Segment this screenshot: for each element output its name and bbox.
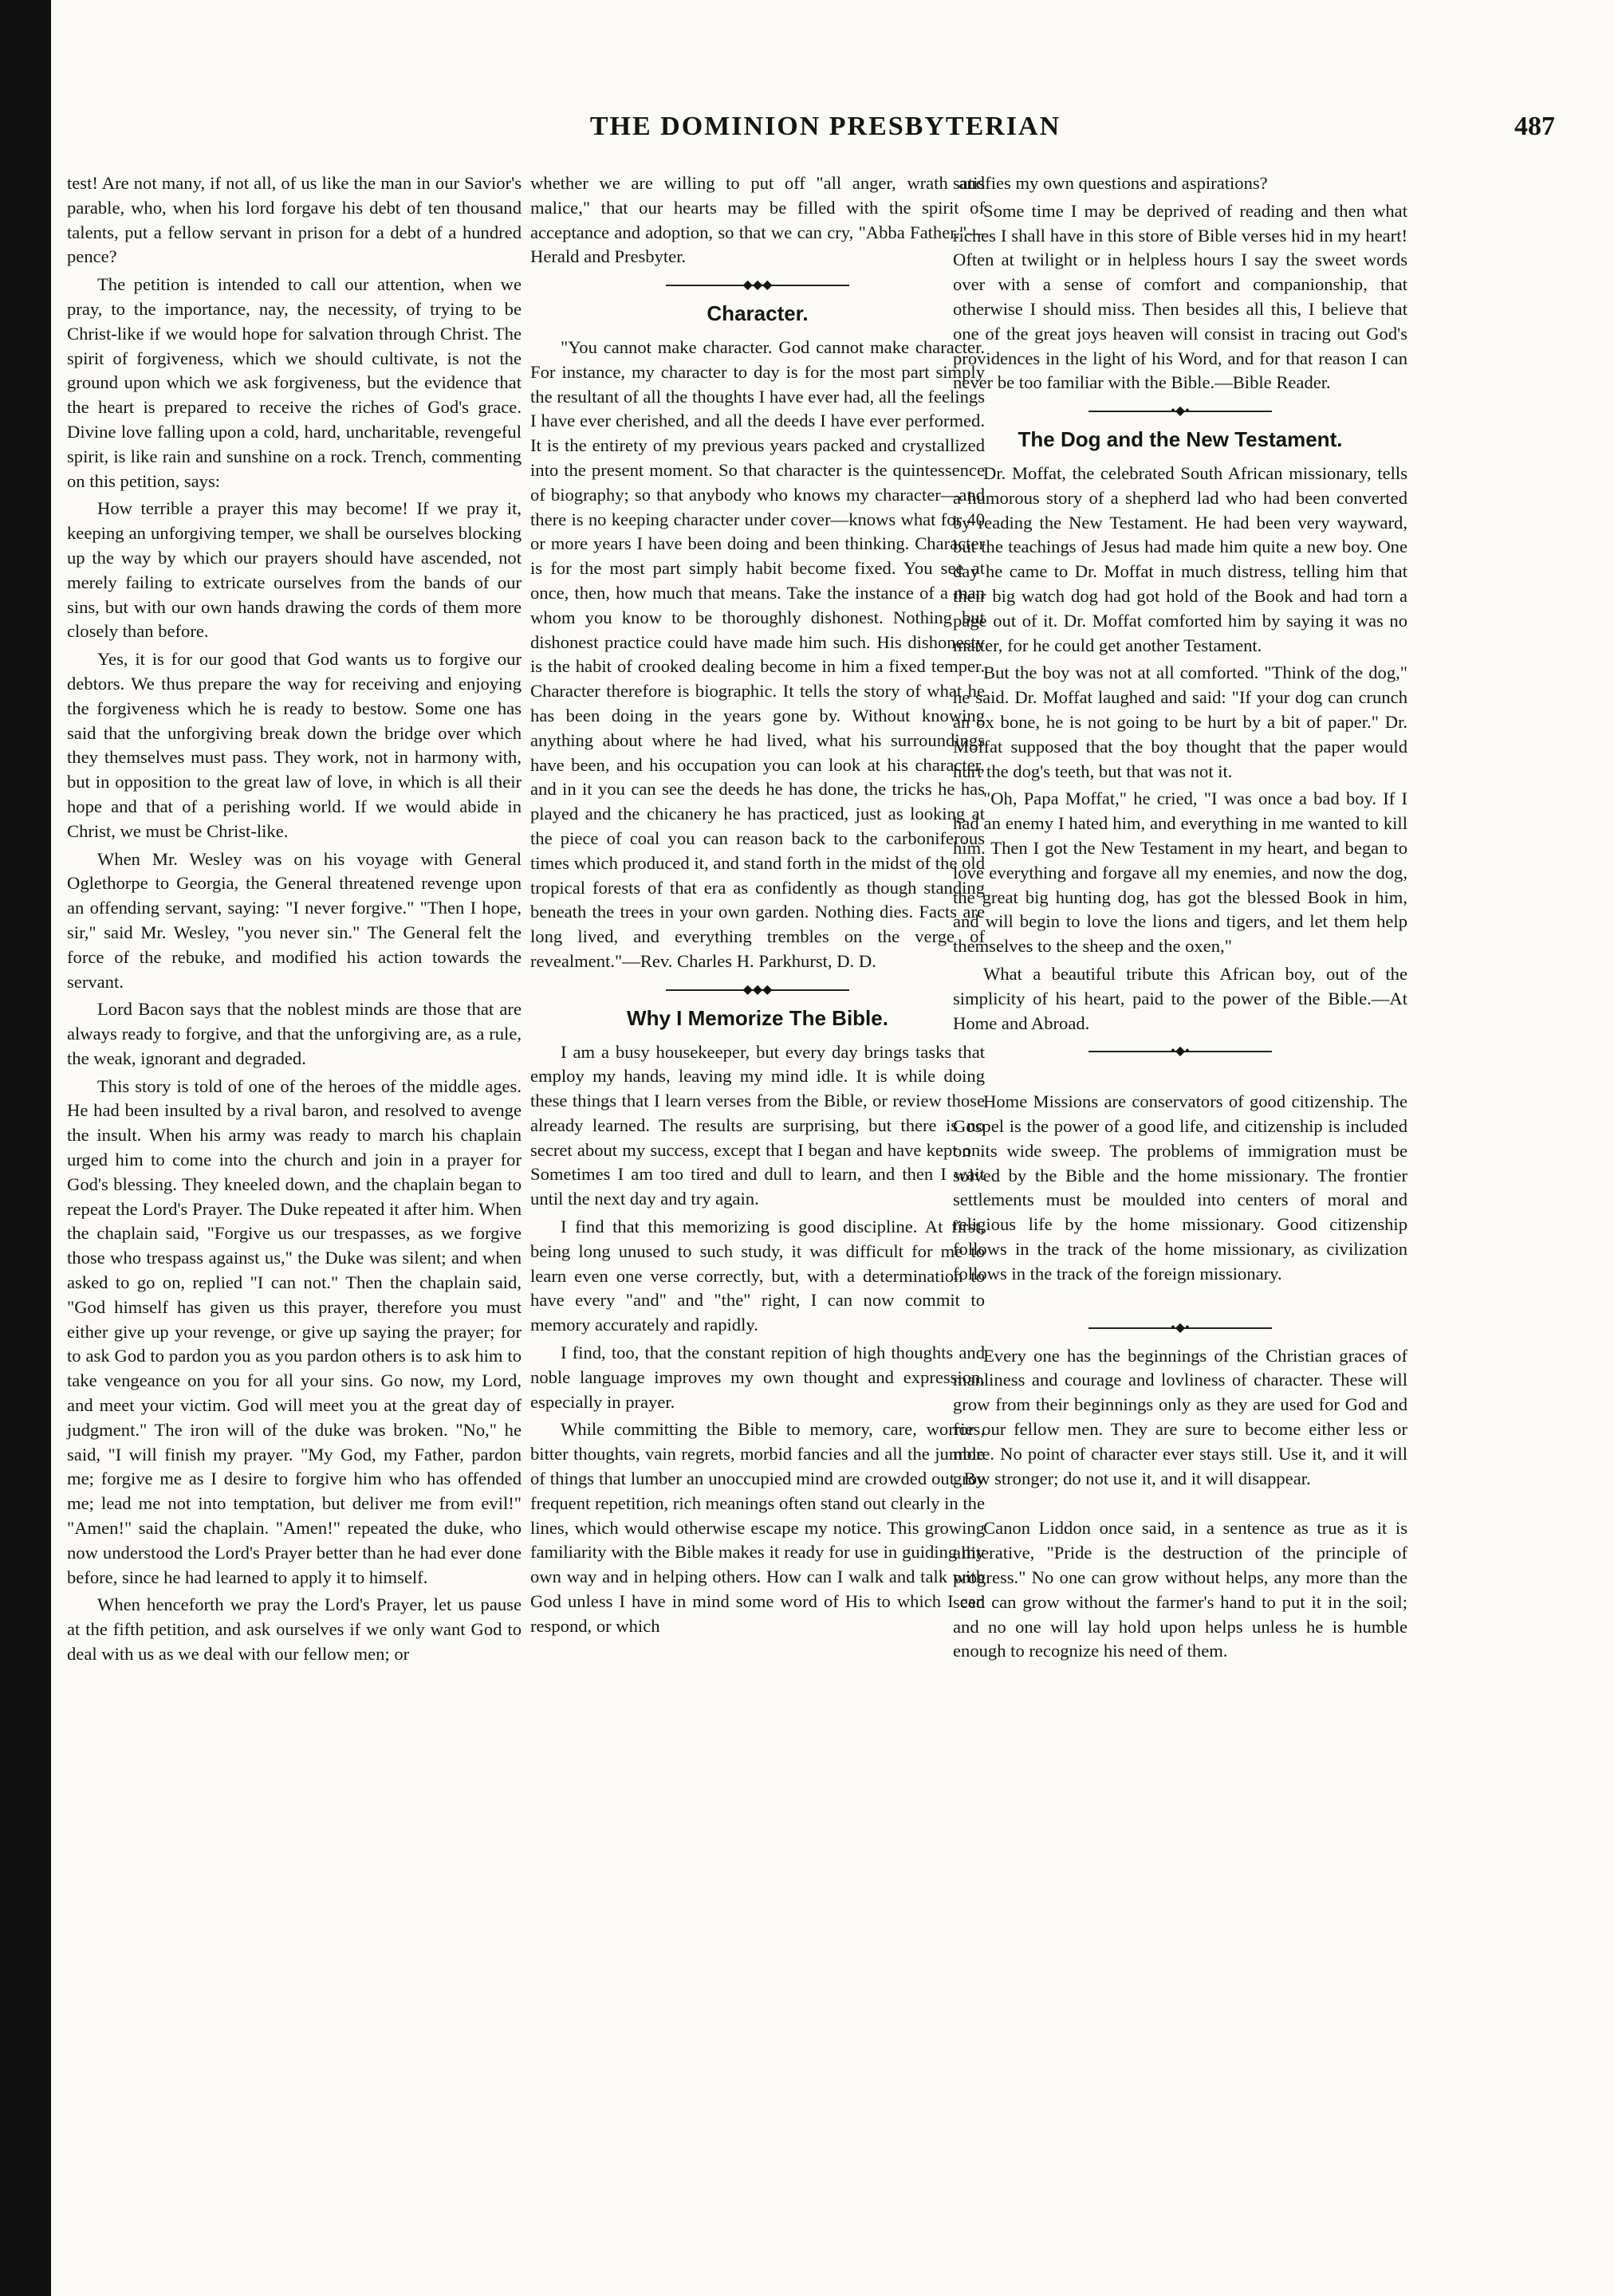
paragraph: This story is told of one of the heroes of the middle ages. He had been insulted by a rival baron, and resolved to avenge the insult. When his army was ready to march his chaplain urged him to come into the church and join in a prayer for God's blessing. They kneeled down, and the chaplain began to repeat the Lord's Prayer. The Duke repeated it after him. When the chaplain said, "Forgive us our trespasses, as we forgive those who trespass against us," the Duke was silent; and when asked to go on, replied "I can not." Then the chaplain said, "God himself has given us this prayer, therefore you must either give up your revenge, or give up saying the prayer; for to ask God to pardon you as you pardon others is to ask him to take vengeance on you for all your sins. Go now, my Lord, and meet your victim. God will meet you at the great day of judgment." The iron will of the duke was broken. "No," he said, "I will finish my prayer. "My God, my Father, pardon me; forgive me as I desire to forgive him who has offended me; lead me not into temptation, but deliver me from evil!" "Amen!" said the chaplain. "Amen!" repeated the duke, who now understood the Lord's Prayer better than he had ever done before, since he had learned to apply it to himself. [67, 1075, 522, 1587]
article-heading: Character. [707, 301, 809, 326]
paragraph: test! Are not many, if not all, of us like the man in our Savior's parable, who, when his lord forgave his debt of ten thousand talents, put a fellow servant in prison for a debt of a hundred pence? [67, 173, 522, 267]
paragraph: The petition is intended to call our attention, when we pray, to the importance, nay, the necessity, of trying to be Christ-like if we would hope for salvation through Christ. The spirit of forgiveness, which we should cultivate, is not the ground upon which we ask forgiveness, but the evidence that the heart is prepared to receive the riches of God's grace. Divine love falling upon a cold, hard, uncharitable, revengeful spirit, is like rain and sunshine on a rock. Trench, commenting on this petition, says: [67, 274, 522, 491]
paragraph: Yes, it is for our good that God wants us to forgive our debtors. We thus prepare the way for receiving and enjoying the forgiveness which he is ready to bestow. Some one has said that the unforgiving break down the bridge over which they themselves must pass. They work, not in harmony with, but in opposition to the great law of love, in which is all their hope and that of a perishing world. If we would abide in Christ, we must be Christ-like. [67, 649, 522, 841]
paragraph: But the boy was not at all comforted. "Think of the dog," he said. Dr. Moffat laughed and said: "If your dog can crunch an ox bone, he is not going to be hurt by a bit of paper." Dr. Moffat supposed that the boy thought that the paper would hurt the dog's teeth, but that was not it. [953, 662, 1407, 781]
section-divider: ◆◆◆ [666, 982, 849, 998]
paragraph: Some time I may be deprived of reading and then what riches I shall have in this store of Bible verses hid in my heart! Often at twilight or in helpless hours I say the sweet words over with a sense of comfort and companionship, that otherwise I should miss. Then besides all this, I believe that one of the great joys heaven will consist in tracing out God's providences in the light of his Word, and for that reason I can never be too familiar with the Bible.—Bible Reader. [953, 200, 1407, 393]
section-divider: •◆• [1088, 1044, 1272, 1060]
paragraph: "You cannot make character. God cannot make character. For instance, my character to day is for the most part simply the resultant of all the thoughts I have ever had, all the feelings I have ever cherished, and all the deeds I have ever performed. It is the entirety of my previous years packed and crystallized into the present moment. So that character is the quintessence of biography; so that anybody who knows my character—and there is no keeping character under cover—knows what for 40 or more years I have been doing and been thinking. Character is for the most part simply habit become fixed. You see at once, then, how much that means. Take the instance of a man whom you know to be thoroughly dishonest. Nothing but dishonest practice could have made him such. His dishonesty is the habit of crooked dealing become in him a fixed temper. Character therefore is biographic. It tells the story of what he has been doing in the years gone by. Without knowing anything about where he had lived, what his surroundings have been, and his occupation you can look at his character, and in it you can see the deeds he has done, the tricks he has played and the chicanery he has practiced, just as looking at the piece of coal you can reason back to the carboniferous times which produced it, and stand forth in the midst of the old tropical forests of that era as confidently as though standing beneath the trees in your own garden. Nothing dies. Facts are long lived, and everything trembles on the verge of revealment."—Rev. Charles H. Parkhurst, D. D. [530, 336, 985, 971]
paragraph: Home Missions are conservators of good citizenship. The Gospel is the power of a good life, and citizenship is included on its wide sweep. The problems of immigration must be solved by the Bible and the home missionary. The frontier settlements must be moulded into centers of moral and religious life by the home missionary. Good citizenship follows in the track of the home missionary, as civilization follows in the track of the foreign missionary. [953, 1091, 1407, 1284]
paragraph: satisfies my own questions and aspirations? [953, 173, 1268, 193]
paragraph: Lord Bacon says that the noblest minds are those that are always ready to forgive, and that the unforgiving are, as a rule, the weak, ignorant and degraded. [67, 999, 522, 1068]
section-divider: •◆• [1088, 1320, 1272, 1336]
column-2 [530, 171, 985, 1642]
page-number: 487 [1514, 112, 1555, 141]
paragraph: "Oh, Papa Moffat," he cried, "I was once a bad boy. If I had an enemy I hated him, and everything in me wanted to kill him. Then I got the New Testament in my heart, and began to love everything and forgave all my enemies, and now the dog, the great big hunting dog, has got the blessed Book in him, and will begin to love the lions and tigers, and let them help themselves to the sheep and the oxen," [953, 788, 1407, 957]
column-3 [953, 171, 1407, 1667]
section-divider: •◆• [1088, 403, 1272, 419]
paragraph: whether we are willing to put off "all anger, wrath and malice," that our hearts may be filled with the spirit of acceptance and adoption, so that we can cry, "Abba Father."—Herald and Presbyter. [530, 173, 985, 267]
paragraph: When henceforth we pray the Lord's Prayer, let us pause at the fifth petition, and ask ourselves if we only want God to deal with us as we deal with our fellow men; or [67, 1594, 522, 1665]
paragraph: While committing the Bible to memory, care, worries, bitter thoughts, vain regrets, morbid fancies and all the jumble of things that lumber an unoccupied mind are crowded out. By frequent repetition, rich meanings often stand out clearly in the lines, which would otherwise escape my notice. This growing familiarity with the Bible makes it ready for use in guiding my own way and in helping others. How can I walk and talk with God unless I have in mind some word of His to which I can respond, or which [530, 1419, 985, 1636]
masthead-title: THE DOMINION PRESBYTERIAN [589, 112, 1061, 141]
article-heading: Why I Memorize The Bible. [627, 1005, 888, 1030]
paragraph: Dr. Moffat, the celebrated South African missionary, tells a humorous story of a shepherd lad who had been converted by reading the New Testament. He had been very wayward, but the teachings of Jesus had made him quite a new boy. One day he came to Dr. Moffat in much distress, telling him that their big watch dog had got hold of the Book and had torn a page out of it. Dr. Moffat comforted him by saying it was no matter, for he could get another Testament. [953, 462, 1407, 655]
section-divider: ◆◆◆ [666, 277, 849, 293]
paragraph: How terrible a prayer this may become! If we pray it, keeping an unforgiving temper, we shall be ourselves blocking up the way by which our prayers should have ascended, not merely failing to extricate ourselves from the bands of our sins, but with our own hands drawing the cords of them more closely than before. [67, 498, 522, 642]
paragraph: Canon Liddon once said, in a sentence as true as it is alliterative, "Pride is the destruction of the principle of progress." No one can grow without helps, any more than the seed can grow without the farmer's hand to put it in the soil; and no one will lay hold upon helps unless he is humble enough to recognize his need of them. [953, 1518, 1407, 1661]
paragraph: I find that this memorizing is good discipline. At first, being long unused to such study, it was difficult for me to learn even one verse correctly, but, with a determination to have every "and" and "the" right, I can now commit to memory accurately and rapidly. [530, 1217, 985, 1335]
paragraph: I find, too, that the constant repition of high thoughts and noble language improves my own thought and expression, especially in prayer. [530, 1343, 985, 1412]
paragraph: When Mr. Wesley was on his voyage with General Oglethorpe to Georgia, the General threatened revenge upon an offending servant, saying: "I never forgive." "Then I hope, sir," said Mr. Wesley, "you never sin." The General felt the force of the rebuke, and modified his action towards the servant. [67, 848, 522, 992]
scan-edge [0, 0, 51, 2296]
article-heading: The Dog and the New Testament. [1018, 427, 1343, 452]
paragraph: I am a busy housekeeper, but every day brings tasks that employ my hands, leaving my mind idle. It is while doing these things that I learn verses from the Bible, or review those already learned. The results are surprising, but there is no secret about my success, except that I began and have kept on. Sometimes I am too tired and dull to learn, and then I wait until the next day and try again. [530, 1041, 985, 1209]
page-header [96, 112, 1555, 159]
paragraph: What a beautiful tribute this African boy, out of the simplicity of his heart, paid to the power of the Bible.—At Home and Abroad. [953, 963, 1407, 1033]
paragraph: Every one has the beginnings of the Christian graces of manliness and courage and lovliness of character. These will grow from their beginnings only as they are used for God and for our fellow men. They are sure to become either less or more. No point of character ever stays still. Use it, and it will grow stronger; do not use it, and it will disappear. [953, 1345, 1407, 1488]
column-1 [67, 171, 522, 1670]
